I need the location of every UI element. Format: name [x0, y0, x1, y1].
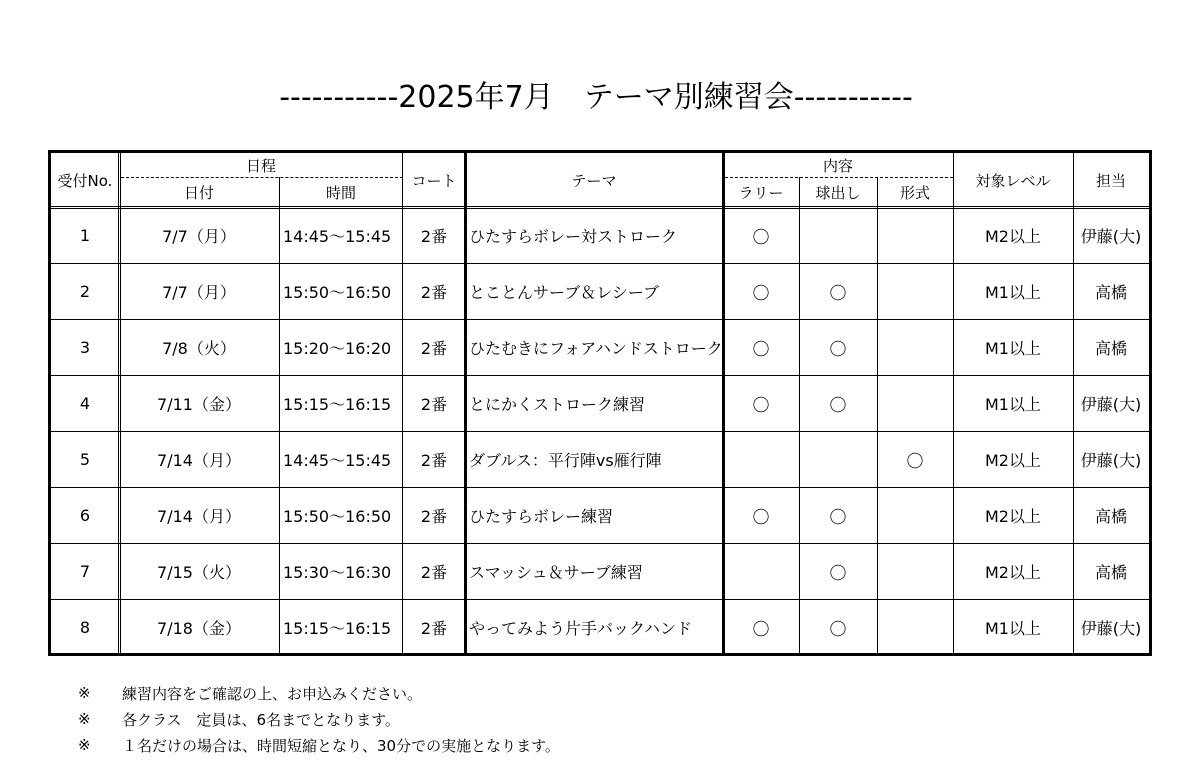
note-item: [78, 732, 560, 758]
row-theme: とにかくストローク練習: [469, 394, 646, 414]
header-court: コート: [411, 171, 457, 190]
row-feed: 〇: [829, 283, 847, 304]
schedule-table: [48, 150, 1152, 656]
row-feed: [799, 431, 877, 487]
row-feed: 〇: [829, 339, 847, 360]
header-level: 対象レベル: [975, 171, 1051, 190]
row-no: 2: [79, 281, 91, 301]
row-rally: [723, 431, 799, 487]
header-date: 日付: [183, 183, 214, 202]
column-divider: [722, 153, 725, 655]
note-item: [78, 680, 560, 706]
row-court: 2番: [420, 282, 448, 302]
row-coach: 高橋: [1094, 282, 1127, 302]
note-item: [78, 706, 560, 732]
row-date: 7/18（金）: [157, 618, 241, 638]
row-no: 4: [79, 393, 91, 413]
row-court: 2番: [420, 226, 448, 246]
header-coach: 担当: [1095, 171, 1126, 190]
content-dashed-line: [725, 177, 953, 178]
note-text: 各クラス 定員は、6名までとなります。: [122, 710, 400, 729]
note-symbol: ※: [78, 736, 91, 754]
row-no: 7: [79, 561, 91, 581]
column-divider: [953, 153, 954, 655]
row-format: [877, 319, 953, 375]
row-coach: 高橋: [1094, 506, 1127, 526]
row-time: 15:30～16:30: [283, 562, 392, 582]
header-format: 形式: [899, 183, 930, 202]
row-coach: 伊藤(大): [1080, 394, 1142, 414]
header-time: 時間: [325, 183, 356, 202]
schedule-dashed-line: [121, 177, 403, 178]
column-divider: [1073, 153, 1074, 655]
row-theme: ひたむきにフォアハンドストローク: [469, 338, 723, 358]
row-coach: 高橋: [1094, 562, 1127, 582]
header-feed: 球出し: [815, 183, 861, 202]
row-theme: ダブルス：平行陣vs雁行陣: [469, 450, 662, 470]
column-divider: [464, 153, 467, 655]
row-rally: 〇: [752, 395, 770, 416]
row-format: [877, 487, 953, 543]
row-court: 2番: [420, 562, 448, 582]
row-level: M2以上: [985, 506, 1041, 526]
row-feed: 〇: [829, 507, 847, 528]
row-rally: 〇: [752, 507, 770, 528]
row-divider: [51, 263, 1149, 264]
row-theme: ひたすらボレー練習: [469, 506, 614, 526]
row-format: 〇: [906, 451, 924, 472]
row-format: [877, 543, 953, 599]
row-time: 14:45～15:45: [283, 450, 392, 470]
row-court: 2番: [420, 450, 448, 470]
row-no: 1: [79, 225, 91, 245]
row-divider: [51, 599, 1149, 600]
header-divider: [51, 206, 1149, 209]
row-rally: 〇: [752, 227, 770, 248]
note-text: 練習内容をご確認の上、お申込みください。: [122, 684, 423, 703]
note-text: １名だけの場合は、時間短縮となり、30分での実施となります。: [122, 736, 560, 755]
row-court: 2番: [420, 506, 448, 526]
row-rally: 〇: [752, 339, 770, 360]
row-format: [877, 375, 953, 431]
row-date: 7/7（月）: [162, 226, 236, 246]
row-level: M2以上: [985, 226, 1041, 246]
row-rally: [723, 543, 799, 599]
row-theme: やってみよう片手バックハンド: [469, 618, 693, 638]
column-divider: [279, 177, 280, 655]
row-no: 3: [79, 337, 91, 357]
row-theme: スマッシュ＆サーブ練習: [469, 562, 643, 582]
row-divider: [51, 543, 1149, 544]
page-title: -----------2025年7月 テーマ別練習会-----------: [279, 80, 913, 115]
row-coach: 高橋: [1094, 338, 1127, 358]
row-time: 15:50～16:50: [283, 282, 392, 302]
row-no: 6: [79, 505, 91, 525]
row-divider: [51, 375, 1149, 376]
column-divider: [877, 177, 878, 655]
row-coach: 伊藤(大): [1080, 618, 1142, 638]
row-rally: 〇: [752, 283, 770, 304]
row-no: 8: [79, 617, 91, 637]
notes-list: [78, 680, 560, 758]
row-level: M1以上: [985, 394, 1041, 414]
row-level: M2以上: [985, 450, 1041, 470]
note-symbol: ※: [78, 684, 91, 702]
row-court: 2番: [420, 338, 448, 358]
row-date: 7/15（火）: [157, 562, 241, 582]
row-divider: [51, 487, 1149, 488]
row-divider: [51, 431, 1149, 432]
row-date: 7/14（月）: [157, 506, 241, 526]
row-theme: ひたすらボレー対ストローク: [469, 226, 678, 246]
row-feed: 〇: [829, 563, 847, 584]
row-date: 7/11（金）: [157, 394, 241, 414]
column-divider: [402, 153, 403, 655]
row-time: 15:50～16:50: [283, 506, 392, 526]
row-feed: 〇: [829, 619, 847, 640]
row-date: 7/7（月）: [162, 282, 236, 302]
row-date: 7/14（月）: [157, 450, 241, 470]
row-rally: 〇: [752, 619, 770, 640]
row-format: [877, 263, 953, 319]
row-format: [877, 207, 953, 263]
row-time: 14:45～15:45: [283, 226, 392, 246]
row-time: 15:15～16:15: [283, 618, 392, 638]
row-court: 2番: [420, 618, 448, 638]
row-level: M1以上: [985, 338, 1041, 358]
row-theme: とことんサーブ＆レシーブ: [469, 282, 660, 302]
row-coach: 伊藤(大): [1080, 226, 1142, 246]
header-content: 内容: [822, 156, 853, 175]
column-divider: [799, 177, 800, 655]
row-time: 15:20～16:20: [283, 338, 392, 358]
row-feed: [799, 207, 877, 263]
row-no: 5: [79, 449, 91, 469]
row-date: 7/8（火）: [162, 338, 236, 358]
header-no: 受付No.: [57, 171, 113, 190]
header-theme: テーマ: [571, 171, 617, 190]
row-feed: 〇: [829, 395, 847, 416]
header-rally: ラリー: [738, 183, 784, 202]
row-court: 2番: [420, 394, 448, 414]
row-divider: [51, 319, 1149, 320]
note-symbol: ※: [78, 710, 91, 728]
header-schedule: 日程: [245, 156, 276, 175]
row-time: 15:15～16:15: [283, 394, 392, 414]
row-level: M1以上: [985, 282, 1041, 302]
row-level: M1以上: [985, 618, 1041, 638]
row-level: M2以上: [985, 562, 1041, 582]
row-coach: 伊藤(大): [1080, 450, 1142, 470]
column-divider: [118, 153, 121, 655]
row-format: [877, 599, 953, 655]
